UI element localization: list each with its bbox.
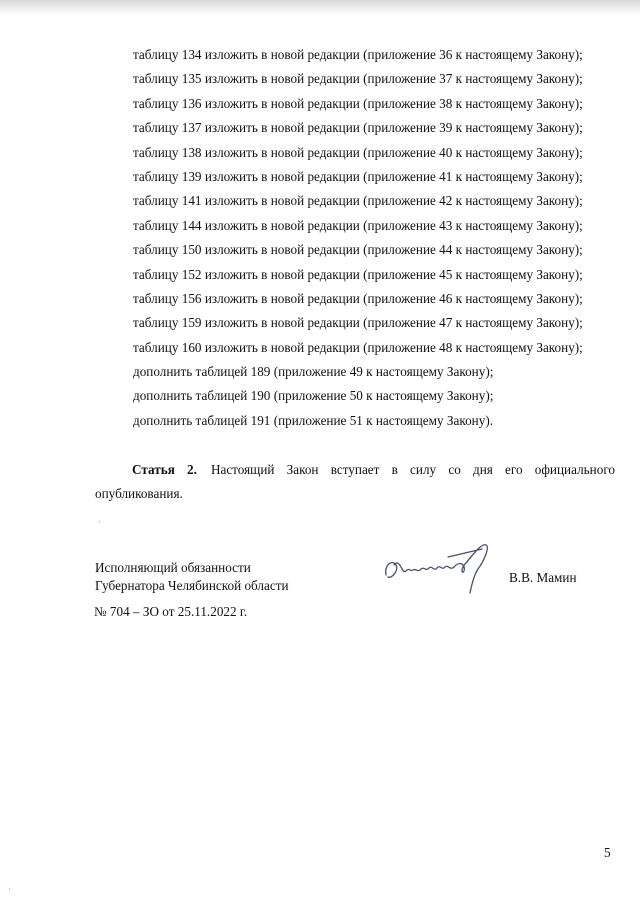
list-item: таблицу 139 изложить в новой редакции (приложение 41 к настоящему Закону); bbox=[133, 168, 583, 184]
scan-speck: · bbox=[98, 517, 101, 527]
amendments-list bbox=[133, 43, 618, 433]
list-item: таблицу 160 изложить в новой редакции (приложение 48 к настоящему Закону); bbox=[133, 339, 583, 355]
list-item: таблицу 159 изложить в новой редакции (приложение 47 к настоящему Закону); bbox=[133, 315, 583, 331]
list-item: таблицу 152 изложить в новой редакции (приложение 45 к настоящему Закону); bbox=[133, 266, 583, 282]
scan-speck: · bbox=[8, 884, 11, 894]
article-number: Статья 2. bbox=[132, 462, 197, 477]
list-item: дополнить таблицей 189 (приложение 49 к настоящему Закону); bbox=[133, 364, 494, 380]
scan-edge bbox=[0, 0, 640, 16]
list-item: дополнить таблицей 191 (приложение 51 к настоящему Закону). bbox=[133, 412, 494, 428]
list-item: дополнить таблицей 190 (приложение 50 к настоящему Закону); bbox=[133, 388, 494, 404]
law-number: № 704 – ЗО от 25.11.2022 г. bbox=[94, 604, 248, 619]
page-number: 5 bbox=[604, 845, 611, 860]
signatory-title-line1: Исполняющий обязанности bbox=[95, 560, 251, 575]
article-text: Настоящий Закон вступает в силу со дня его официального опубликования. bbox=[95, 462, 615, 501]
list-item: таблицу 136 изложить в новой редакции (приложение 38 к настоящему Закону); bbox=[133, 95, 583, 111]
signer-name: В.В. Мамин bbox=[509, 570, 577, 585]
list-item: таблицу 156 изложить в новой редакции (приложение 46 к настоящему Закону); bbox=[133, 290, 583, 306]
list-item: таблицу 134 изложить в новой редакции (приложение 36 к настоящему Закону); bbox=[133, 47, 583, 62]
handwritten-signature bbox=[378, 535, 508, 620]
list-item: таблицу 137 изложить в новой редакции (приложение 39 к настоящему Закону); bbox=[133, 120, 583, 136]
list-item: таблицу 135 изложить в новой редакции (приложение 37 к настоящему Закону); bbox=[133, 71, 583, 87]
signatory-title-line2: Губернатора Челябинской области bbox=[95, 578, 289, 593]
article-paragraph bbox=[95, 458, 615, 506]
list-item: таблицу 150 изложить в новой редакции (приложение 44 к настоящему Закону); bbox=[133, 242, 583, 258]
signatory-title bbox=[95, 559, 289, 595]
article-2 bbox=[95, 458, 615, 506]
list-item: таблицу 141 изложить в новой редакции (приложение 42 к настоящему Закону); bbox=[133, 193, 583, 209]
list-item: таблицу 144 изложить в новой редакции (приложение 43 к настоящему Закону); bbox=[133, 217, 583, 233]
list-item: таблицу 138 изложить в новой редакции (приложение 40 к настоящему Закону); bbox=[133, 144, 583, 160]
